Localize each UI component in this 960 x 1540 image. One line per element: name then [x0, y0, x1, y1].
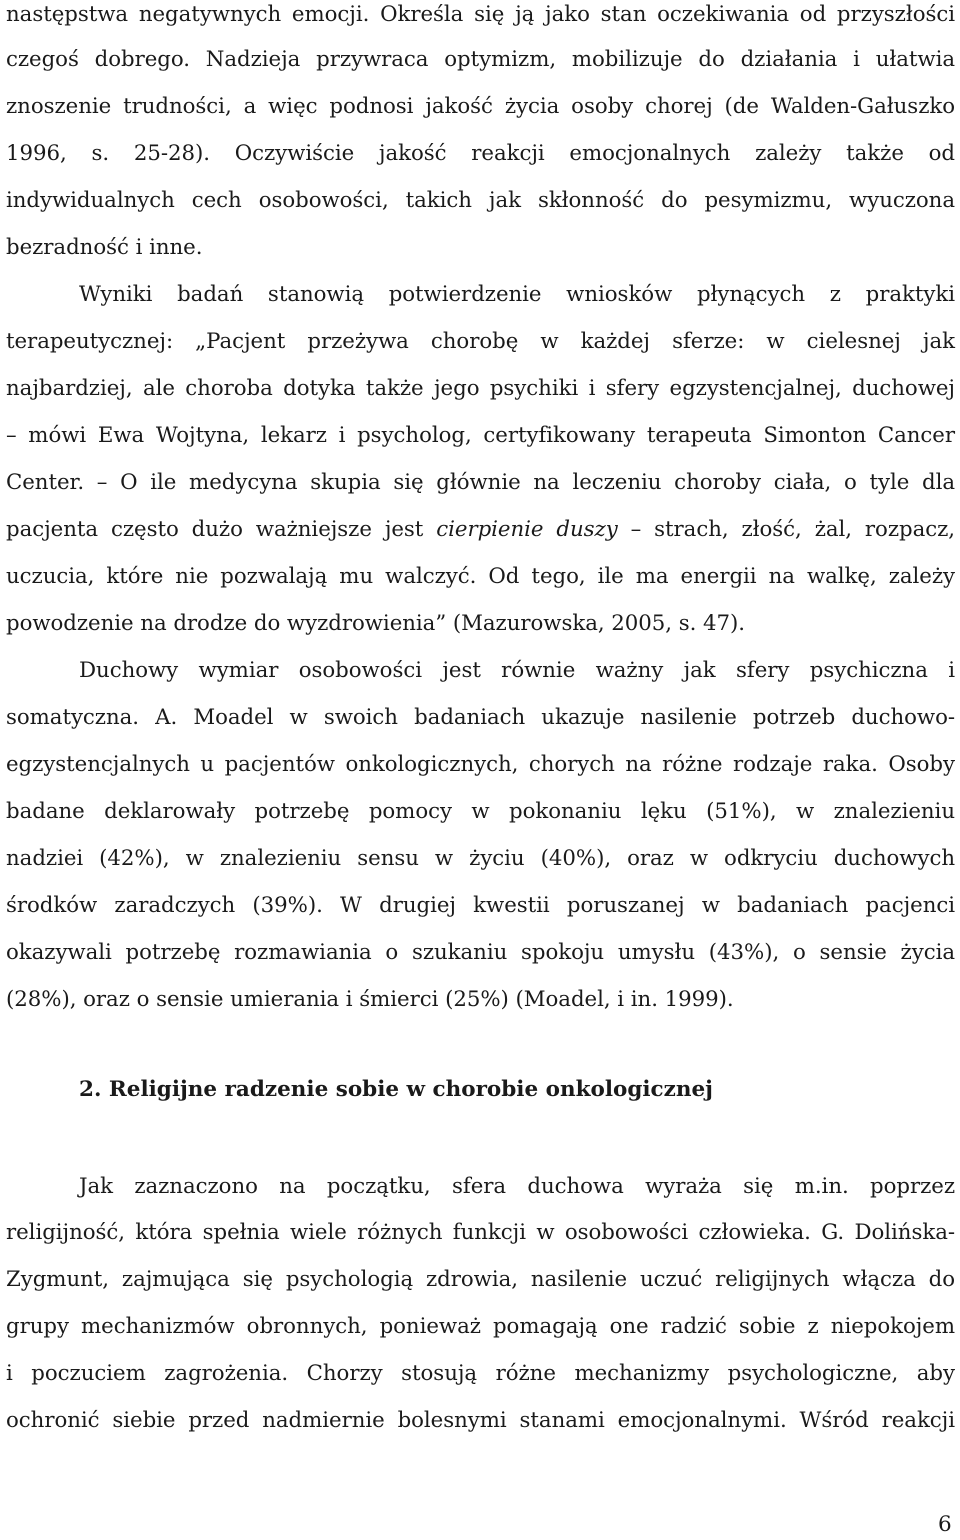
text-line: następstwa negatywnych emocji. Określa się ją jako stan oczekiwania od przyszłości: [6, 2, 955, 27]
italic-phrase: cierpienie duszy: [436, 517, 618, 542]
text-span: pacjenta często dużo ważniejsze jest: [6, 517, 424, 542]
text-line: terapeutycznej: „Pacjent przeżywa chorobę w każdej sferze: w cielesnej jak: [6, 329, 955, 354]
text-line: [6, 515, 955, 545]
text-line: Duchowy wymiar osobowości jest równie ważny jak sfery psychiczna i: [79, 658, 955, 683]
text-line: Wyniki badań stanowią potwierdzenie wniosków płynących z praktyki: [79, 282, 955, 307]
text-line: Zygmunt, zajmująca się psychologią zdrowia, nasilenie uczuć religijnych włącza do: [6, 1267, 955, 1292]
text-line: i poczuciem zagrożenia. Chorzy stosują różne mechanizmy psychologiczne, aby: [6, 1361, 955, 1386]
text-line: czegoś dobrego. Nadzieja przywraca optymizm, mobilizuje do działania i ułatwia: [6, 47, 955, 72]
text-line: religijność, która spełnia wiele różnych funkcji w osobowości człowieka. G. Dolińska-: [6, 1220, 955, 1245]
text-line: egzystencjalnych u pacjentów onkologicznych, chorych na różne rodzaje raka. Osoby: [6, 752, 955, 777]
text-line: grupy mechanizmów obronnych, ponieważ pomagają one radzić sobie z niepokojem: [6, 1314, 955, 1339]
text-line: indywidualnych cech osobowości, takich jak skłonność do pesymizmu, wyuczona: [6, 188, 955, 213]
text-line: (28%), oraz o sensie umierania i śmierci (25%) (Moadel, i in. 1999).: [6, 987, 734, 1012]
page-number: 6: [938, 1512, 952, 1537]
text-line: znoszenie trudności, a więc podnosi jakość życia osoby chorej (de Walden-Gałuszko: [6, 94, 955, 119]
text-line: bezradność i inne.: [6, 235, 203, 260]
text-line: środków zaradczych (39%). W drugiej kwestii poruszanej w badaniach pacjenci: [6, 893, 955, 918]
text-line: – mówi Ewa Wojtyna, lekarz i psycholog, certyfikowany terapeuta Simonton Cancer: [6, 423, 955, 448]
section-heading: 2. Religijne radzenie sobie w chorobie onkologicznej: [79, 1077, 713, 1102]
text-line: okazywali potrzebę rozmawiania o szukaniu spokoju umysłu (43%), o sensie życia: [6, 940, 955, 965]
text-line: 1996, s. 25-28). Oczywiście jakość reakcji emocjonalnych zależy także od: [6, 141, 955, 166]
text-line: Jak zaznaczono na początku, sfera duchowa wyraża się m.in. poprzez: [79, 1174, 955, 1199]
text-span: – strach, złość, żal, rozpacz,: [630, 517, 955, 542]
text-line: somatyczna. A. Moadel w swoich badaniach ukazuje nasilenie potrzeb duchowo-: [6, 705, 955, 730]
text-line: nadziei (42%), w znalezieniu sensu w życiu (40%), oraz w odkryciu duchowych: [6, 846, 955, 871]
text-line: ochronić siebie przed nadmiernie bolesnymi stanami emocjonalnymi. Wśród reakcji: [6, 1408, 955, 1433]
text-line: uczucia, które nie pozwalają mu walczyć. Od tego, ile ma energii na walkę, zależy: [6, 564, 955, 589]
text-line: Center. – O ile medycyna skupia się głównie na leczeniu choroby ciała, o tyle dla: [6, 470, 955, 495]
text-line: powodzenie na drodze do wyzdrowienia” (Mazurowska, 2005, s. 47).: [6, 611, 746, 636]
text-line: badane deklarowały potrzebę pomocy w pokonaniu lęku (51%), w znalezieniu: [6, 799, 955, 824]
text-line: najbardziej, ale choroba dotyka także jego psychiki i sfery egzystencjalnej, duchowej: [6, 376, 955, 401]
